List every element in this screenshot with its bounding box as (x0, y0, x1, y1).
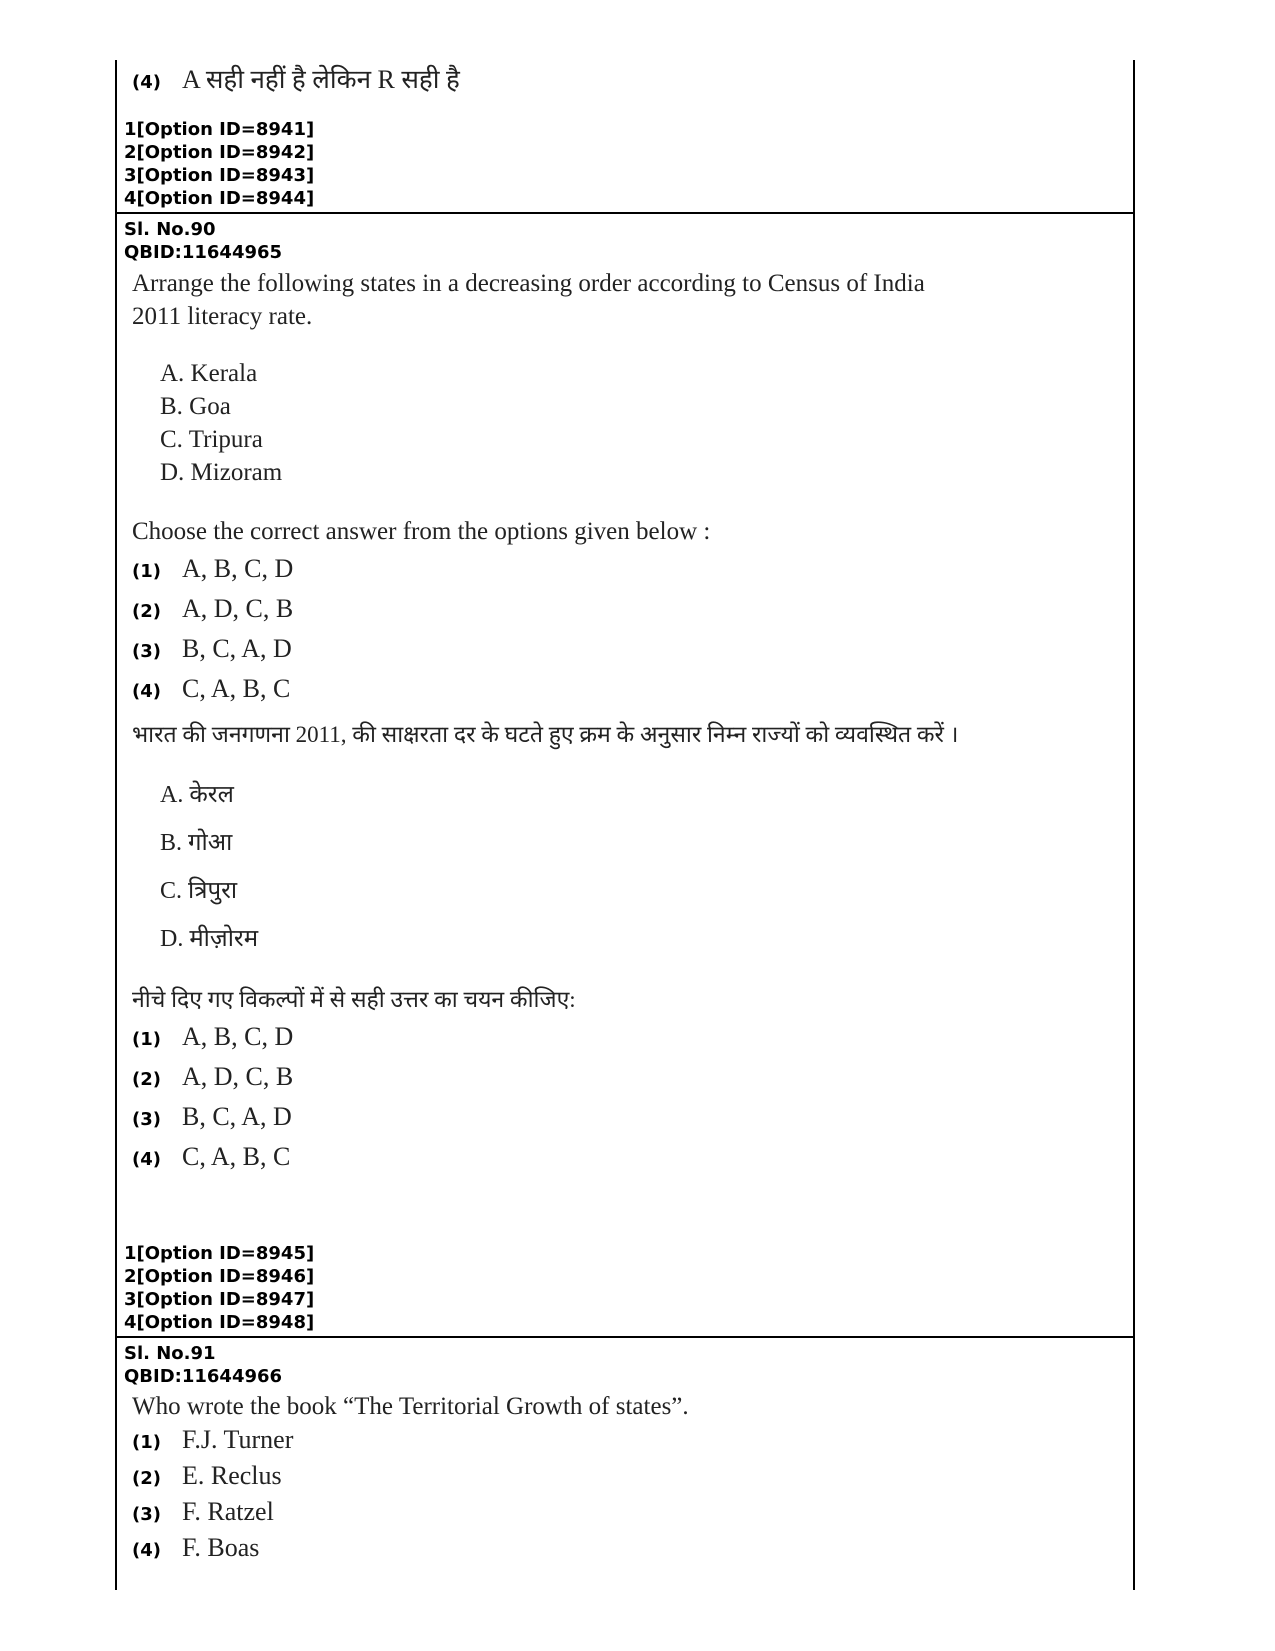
option-text: F.J. Turner (182, 1425, 294, 1454)
option-id: 1[Option ID=8945] (124, 1243, 315, 1264)
option-row (132, 60, 1133, 94)
option-row (132, 674, 1133, 714)
option-text: C, A, B, C (182, 674, 291, 703)
question-text-hindi: भारत की जनगणना 2011, की साक्षरता दर के घटते हुए क्रम के अनुसार निम्न राज्यों को व्यवस्थित करें । (132, 722, 959, 747)
question-divider (117, 1336, 1133, 1338)
option-number: (4) (132, 1540, 161, 1561)
question-text: Who wrote the book “The Territorial Growth of states”. (132, 1393, 689, 1420)
options (117, 1425, 1133, 1569)
option-row (132, 1022, 1133, 1062)
option-row (132, 1142, 1133, 1182)
option-text: B, C, A, D (182, 1102, 292, 1131)
option-number: (1) (132, 1029, 161, 1050)
q90-option-ids (117, 1242, 1133, 1334)
option-id: 2[Option ID=8946] (124, 1266, 315, 1287)
option-text: A, D, C, B (182, 594, 294, 623)
list-item: D. मीज़ोरम (160, 926, 259, 952)
options-en (117, 554, 1133, 714)
option-number: (1) (132, 1432, 161, 1453)
option-number: (2) (132, 1468, 161, 1489)
serial-number: Sl. No.91 (124, 1343, 216, 1364)
option-text: F. Ratzel (182, 1497, 274, 1526)
option-row (132, 634, 1133, 674)
qbid: QBID:11644966 (124, 1366, 283, 1387)
option-id: 4[Option ID=8948] (124, 1312, 315, 1333)
option-number: (3) (132, 1504, 161, 1525)
list-item: B. गोआ (160, 830, 233, 856)
option-id: 3[Option ID=8947] (124, 1289, 315, 1310)
option-text: A सही नहीं है लेकिन R सही है (182, 65, 460, 94)
option-text: A, B, C, D (182, 554, 294, 583)
choose-instruction-hindi: नीचे दिए गए विकल्पों में से सही उत्तर का चयन कीजिए: (132, 987, 576, 1012)
option-text: C, A, B, C (182, 1142, 291, 1171)
list-item: C. Tripura (160, 426, 263, 453)
question-paper-frame (115, 60, 1135, 1590)
option-row (132, 1461, 1133, 1497)
list-item: A. Kerala (160, 360, 258, 387)
option-row (132, 1533, 1133, 1569)
list-item: B. Goa (160, 393, 231, 420)
choose-instruction: Choose the correct answer from the options given below : (132, 518, 711, 545)
option-text: B, C, A, D (182, 634, 292, 663)
option-number: (4) (132, 72, 161, 93)
option-number: (3) (132, 641, 161, 662)
option-text: E. Reclus (182, 1461, 282, 1490)
option-row (132, 594, 1133, 634)
option-number: (2) (132, 601, 161, 622)
state-list-en (117, 357, 1133, 489)
option-number: (1) (132, 561, 161, 582)
prev-question-tail (117, 60, 1133, 94)
option-row (132, 554, 1133, 594)
option-text: A, B, C, D (182, 1022, 294, 1051)
option-id: 3[Option ID=8943] (124, 165, 315, 186)
list-item: C. त्रिपुरा (160, 878, 238, 904)
option-id: 2[Option ID=8942] (124, 142, 315, 163)
option-row (132, 1102, 1133, 1142)
option-number: (4) (132, 681, 161, 702)
option-number: (3) (132, 1109, 161, 1130)
option-text: F. Boas (182, 1533, 260, 1562)
option-row (132, 1425, 1133, 1461)
option-text: A, D, C, B (182, 1062, 294, 1091)
option-row (132, 1497, 1133, 1533)
question-91 (117, 1342, 1133, 1569)
prev-option-ids (117, 118, 1133, 210)
option-number: (4) (132, 1149, 161, 1170)
question-90 (117, 218, 1133, 1182)
list-item: A. केरल (160, 782, 234, 808)
option-row (132, 1062, 1133, 1102)
state-list-hi (117, 771, 1133, 963)
qbid: QBID:11644965 (124, 242, 283, 263)
option-number: (2) (132, 1069, 161, 1090)
question-text-line: 2011 literacy rate. (132, 303, 313, 330)
option-id: 1[Option ID=8941] (124, 119, 315, 140)
list-item: D. Mizoram (160, 459, 283, 486)
option-id: 4[Option ID=8944] (124, 188, 315, 209)
question-divider (117, 212, 1133, 214)
options-hi (117, 1022, 1133, 1182)
question-text-line: Arrange the following states in a decreasing order according to Census of India (132, 270, 925, 297)
serial-number: Sl. No.90 (124, 219, 216, 240)
